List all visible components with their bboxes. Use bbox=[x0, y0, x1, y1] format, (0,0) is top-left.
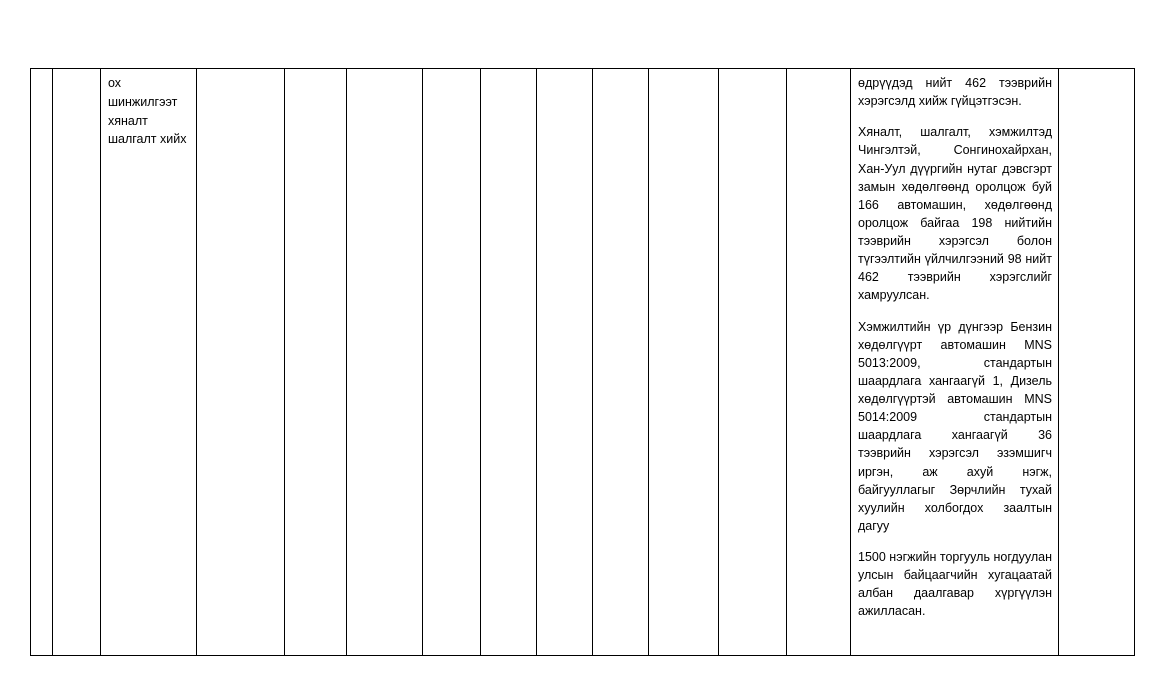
cell-11-content bbox=[649, 69, 718, 78]
result-paragraph-1: өдрүүдэд нийт 462 тээврийн хэрэгсэлд хийж гүйцэтгэсэн. bbox=[858, 76, 1052, 109]
table-row bbox=[31, 69, 1135, 656]
table-cell-11 bbox=[649, 69, 719, 656]
cell-2-content bbox=[53, 69, 100, 78]
table-cell-6 bbox=[347, 69, 423, 656]
cell-4-content bbox=[197, 69, 284, 78]
table-cell-2 bbox=[53, 69, 101, 656]
cell-6-content bbox=[347, 69, 422, 78]
table-cell-result-description bbox=[851, 69, 1059, 656]
table-cell-10 bbox=[593, 69, 649, 656]
cell-9-content bbox=[537, 69, 592, 78]
table-cell-1 bbox=[31, 69, 53, 656]
table-cell-15 bbox=[1059, 69, 1135, 656]
cell-10-content bbox=[593, 69, 648, 78]
cell-5-content bbox=[285, 69, 346, 78]
table-cell-13 bbox=[787, 69, 851, 656]
result-paragraph-3: Хэмжилтийн үр дүнгээр Бензин хөдөлгүүрт автомашин MNS 5013:2009, стандартын шаардлага хангаагүй 1, Дизель хөдөлгүүртэй автомашин MNS 5014:2009 стандартын шаардлага хангаагүй 36 тээврийн хэрэгсэл эзэмшигч иргэн, аж ахуй нэгж, байгууллагыг Зөрчлийн тухай хуулийн холбогдох заалтын дагуу bbox=[858, 319, 1052, 533]
cell-7-content bbox=[423, 69, 480, 78]
table-cell-12 bbox=[719, 69, 787, 656]
table-container bbox=[30, 68, 1134, 656]
report-table bbox=[30, 68, 1135, 656]
table-cell-9 bbox=[537, 69, 593, 656]
cell-1-content bbox=[31, 69, 52, 78]
result-description-content bbox=[851, 69, 1058, 625]
cell-15-content bbox=[1059, 69, 1134, 78]
result-paragraph-4: 1500 нэгжийн торгууль ногдуулан улсын байцаагчийн хугацаатай албан даалгавар хүргүүлэн ажилласан. bbox=[858, 550, 1052, 619]
cell-13-content bbox=[787, 69, 850, 78]
measure-type-text: ох шинжилгээт хяналт шалгалт хийх bbox=[108, 76, 187, 147]
table-cell-7 bbox=[423, 69, 481, 656]
table-cell-measure-type bbox=[101, 69, 197, 656]
measure-type-content bbox=[101, 69, 196, 153]
table-cell-5 bbox=[285, 69, 347, 656]
cell-12-content bbox=[719, 69, 786, 78]
cell-8-content bbox=[481, 69, 536, 78]
table-cell-8 bbox=[481, 69, 537, 656]
result-paragraph-2: Хяналт, шалгалт, хэмжилтэд Чингэлтэй, Сонгинохайрхан, Хан-Уул дүүргийн нутаг дэвсгэрт замын хөдөлгөөнд оролцож буй 166 автомашин, хөдөлгөөнд оролцож байгаа 198 нийтийн тээврийн хэрэгсэл болон түгээлтийн үйлчилгээний 98 нийт 462 тээврийн хэрэгслийг хамруулсан. bbox=[858, 125, 1052, 303]
table-cell-4 bbox=[197, 69, 285, 656]
